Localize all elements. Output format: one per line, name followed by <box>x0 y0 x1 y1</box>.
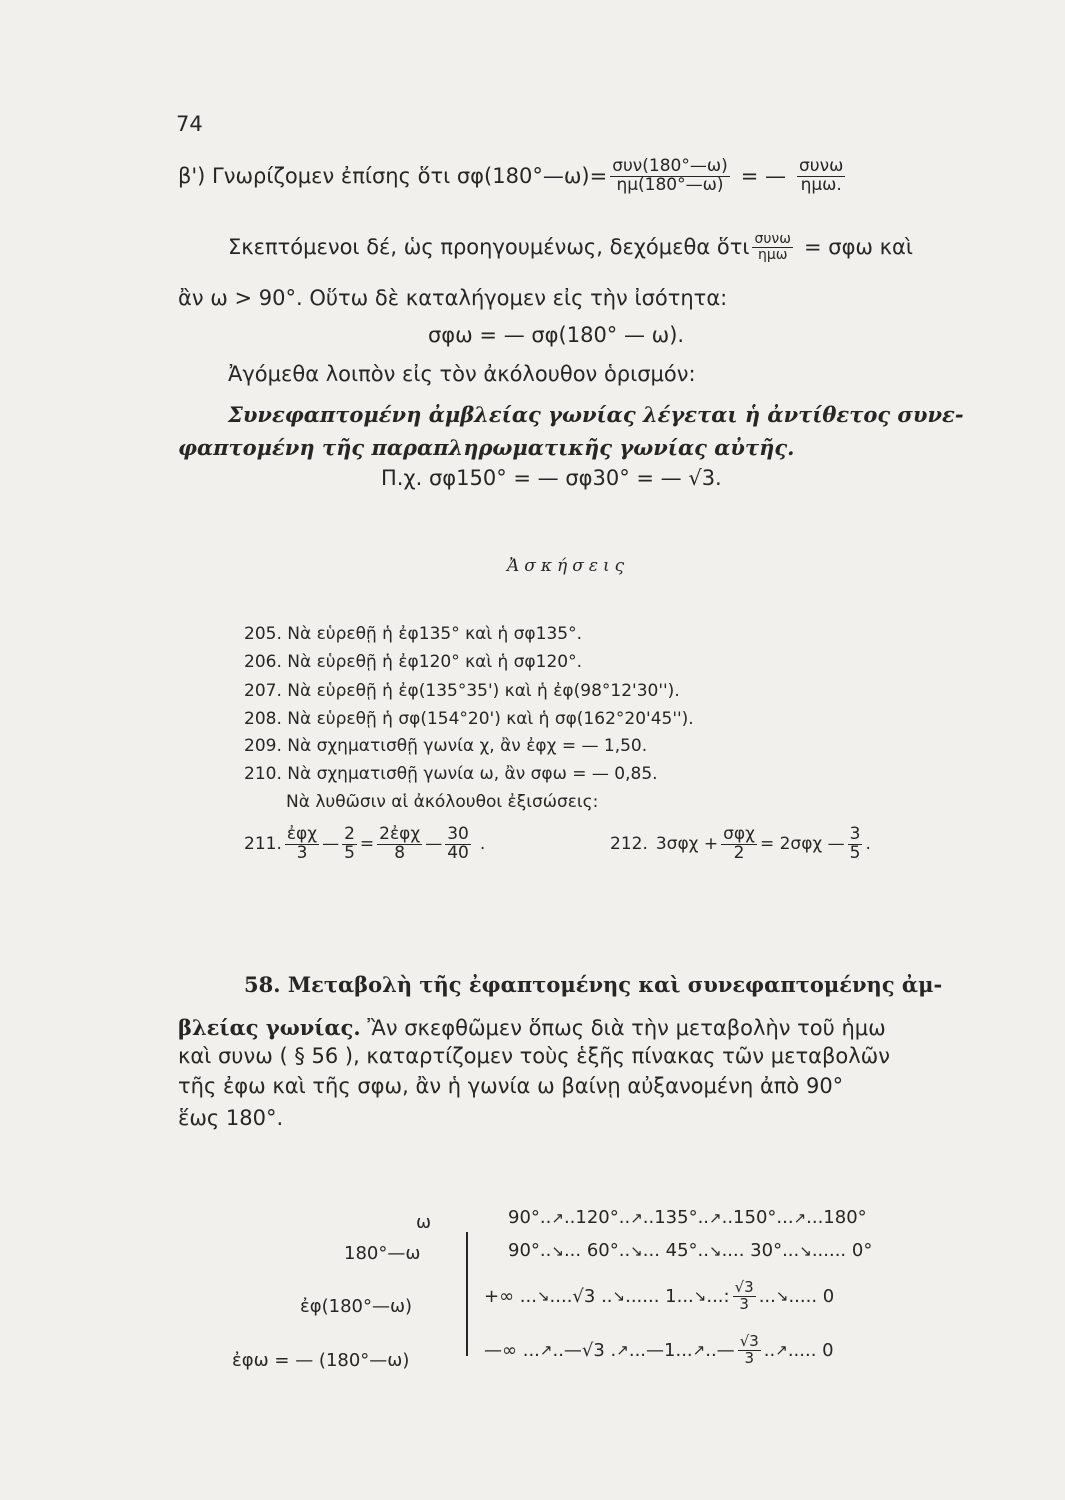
increase-arrow-icon: ↗ <box>692 1341 706 1360</box>
eq211-minus-2: — <box>425 834 443 855</box>
increase-arrow-icon: ↗ <box>551 1209 564 1227</box>
equations-intro: Νὰ λυθῶσιν αἱ ἀκόλουθοι ἐξισώσεις: <box>286 792 599 812</box>
row4-fraction-den: 3 <box>744 1348 755 1367</box>
exercise-207: 207. Νὰ εὑρεθῇ ἡ ἐφ(135°35') καὶ ἡ ἐφ(98°12'30''). <box>244 681 680 701</box>
row1-cell-0: 90°.. <box>508 1207 552 1228</box>
eq212-frac-1-num: σφχ <box>723 824 755 844</box>
row2-cell-0: 90°.. <box>508 1240 552 1261</box>
row4-cell-6: ..— <box>705 1339 735 1361</box>
page-number: 74 <box>176 112 203 136</box>
eq212-label: 212. <box>610 834 648 855</box>
decrease-arrow-icon: ↘ <box>693 1287 707 1306</box>
eq212-frac-1 <box>721 826 757 863</box>
row4-cell-4: ...—1... <box>628 1339 693 1361</box>
eq211-frac-3-num: 2ἐφχ <box>379 824 421 844</box>
line2-tail: = σφω καὶ <box>803 235 914 260</box>
exercise-210: 210. Νὰ σχηματισθῇ γωνία ω, ἂν σφω = — 0,85. <box>244 764 658 784</box>
eq211-frac-3-den: 8 <box>394 842 406 863</box>
row3-cell-2: ....√3 .. <box>549 1285 613 1307</box>
section-58-heading: 58. Μεταβολὴ τῆς ἐφαπτομένης καὶ συνεφαπτομένης ἀμ- <box>244 972 943 997</box>
section-58-heading-2: βλείας γωνίας. <box>178 1015 361 1040</box>
row2-cell-4: ... 45°.. <box>642 1240 709 1261</box>
row1-cell-2: ..120°.. <box>563 1207 631 1228</box>
beta-line <box>178 158 848 195</box>
definition-example: Π.χ. σφ150° = — σφ30° = — √3. <box>381 466 722 490</box>
decrease-arrow-icon: ↘ <box>708 1242 722 1260</box>
exercises-heading: Ἀσκήσεις <box>507 556 630 576</box>
line-5: Ἀγόμεθα λοιπὸν εἰς τὸν ἀκόλουθον ὁρισμόν: <box>228 362 696 386</box>
decrease-arrow-icon: ↘ <box>612 1287 626 1306</box>
exercise-209: 209. Νὰ σχηματισθῇ γωνία χ, ἂν ἐφχ = — 1,50. <box>244 736 648 756</box>
section-58-line-4: τῆς ἐφω καὶ τῆς σφω, ἂν ἡ γωνία ω βαίνῃ αὐξανομένη ἀπὸ 90° <box>178 1074 844 1098</box>
row3-fraction <box>733 1280 756 1313</box>
table-label-tan-supplement: ἐφ(180°—ω) <box>300 1296 413 1317</box>
eq211-equals: = <box>359 834 375 855</box>
beta-fraction-2 <box>797 158 845 195</box>
row3-cell-6: ...: <box>706 1285 730 1307</box>
row4-cell-11: ..... 0 <box>787 1339 834 1361</box>
beta-equals: = — <box>740 164 787 189</box>
row3-cell-9: ... <box>758 1285 776 1307</box>
row4-fraction <box>738 1334 761 1367</box>
eq211-frac-3 <box>377 826 422 863</box>
eq212-frac-2 <box>848 826 863 863</box>
beta-numerator-2: συνω <box>799 156 844 176</box>
decrease-arrow-icon: ↘ <box>799 1242 812 1260</box>
exercise-205: 205. Νὰ εὑρεθῇ ἡ ἐφ135° καὶ ἡ σφ135°. <box>244 624 582 644</box>
section-58-line-3: καὶ συνω ( § 56 ), καταρτίζομεν τοὺς ἑξῆς πίνακας τῶν μεταβολῶν <box>178 1044 890 1068</box>
exercise-206: 206. Νὰ εὑρεθῇ ἡ ἐφ120° καὶ ἡ σφ120°. <box>244 652 582 672</box>
row4-cell-0: —∞ ... <box>484 1339 540 1361</box>
eq211-end: . <box>479 834 486 855</box>
eq212-lead: 3σφχ + <box>655 834 719 855</box>
increase-arrow-icon: ↗ <box>616 1341 629 1360</box>
row1-cell-4: ..135°.. <box>642 1207 710 1228</box>
decrease-arrow-icon: ↘ <box>775 1287 789 1306</box>
table-divider <box>466 1232 468 1356</box>
increase-arrow-icon: ↗ <box>539 1341 553 1360</box>
decrease-arrow-icon: ↘ <box>536 1287 550 1306</box>
beta-denominator-2: ημω. <box>800 174 842 195</box>
table-row-supplement <box>508 1240 872 1261</box>
row4-fraction-num: √3 <box>739 1332 759 1350</box>
row1-cell-6: ..150°... <box>721 1207 794 1228</box>
table-row-tan-omega <box>484 1334 834 1367</box>
increase-arrow-icon: ↗ <box>630 1209 643 1227</box>
line-4: σφω = — σφ(180° — ω). <box>428 323 685 347</box>
section-58-title <box>244 972 942 997</box>
table-row-omega <box>508 1207 867 1228</box>
row3-cell-0: +∞ ... <box>484 1285 537 1307</box>
beta-fraction <box>610 158 730 195</box>
row3-fraction-den: 3 <box>739 1294 749 1313</box>
line2-numerator: συνω <box>754 231 791 247</box>
eq211-minus-1: — <box>322 834 340 855</box>
line2-denominator: ημω <box>757 246 788 263</box>
beta-denominator: ημ(180°—ω) <box>616 174 724 195</box>
line2-lead: Σκεπτόμενοι δέ, ὡς προηγουμένως, δεχόμεθα ὅτι <box>228 235 750 260</box>
eq211-frac-1 <box>285 826 319 863</box>
increase-arrow-icon: ↗ <box>775 1341 788 1360</box>
eq211-frac-2-den: 5 <box>344 842 355 863</box>
increase-arrow-icon: ↗ <box>709 1209 722 1227</box>
definition-line-2: φαπτομένη τῆς παραπληρωματικῆς γωνίας αὐτῆς. <box>178 435 795 460</box>
section-58-text-1: Ἂν σκεφθῶμεν ὅπως διὰ τὴν μεταβολὴν τοῦ ἡμω <box>360 1016 886 1040</box>
line-2 <box>228 232 913 262</box>
eq211-frac-2 <box>342 826 357 863</box>
decrease-arrow-icon: ↘ <box>630 1242 643 1260</box>
equation-212 <box>610 826 871 863</box>
definition-line-1: Συνεφαπτομένη ἀμβλείας γωνίας λέγεται ἡ ἀντίθετος συνε- <box>228 402 964 427</box>
eq211-frac-1-den: 3 <box>296 842 308 863</box>
beta-numerator: συν(180°—ω) <box>612 156 728 176</box>
exercise-208: 208. Νὰ εὑρεθῇ ἡ σφ(154°20') καὶ ἡ σφ(162°20'45''). <box>244 709 694 729</box>
row3-fraction-num: √3 <box>734 1278 754 1296</box>
row1-cell-8: ...180° <box>806 1207 867 1228</box>
eq212-frac-2-den: 5 <box>849 842 861 863</box>
eq211-label: 211. <box>244 834 282 855</box>
eq212-end: . <box>865 834 871 855</box>
row2-cell-2: ... 60°.. <box>563 1240 631 1261</box>
eq212-frac-1-den: 2 <box>733 842 745 863</box>
line2-fraction <box>752 232 793 262</box>
row2-cell-8: ...... 0° <box>811 1240 873 1261</box>
table-label-tan-omega: ἐφω = — (180°—ω) <box>232 1350 410 1371</box>
table-row-tan-supplement <box>484 1280 834 1313</box>
increase-arrow-icon: ↗ <box>793 1209 807 1227</box>
eq211-frac-1-num: ἐφχ <box>286 824 318 844</box>
row3-cell-11: ..... 0 <box>788 1285 835 1307</box>
section-58-line-2 <box>178 1015 886 1040</box>
row3-cell-4: ...... 1... <box>625 1285 694 1307</box>
eq211-frac-4 <box>445 826 471 863</box>
eq211-frac-2-num: 2 <box>344 824 355 844</box>
decrease-arrow-icon: ↘ <box>551 1242 564 1260</box>
eq211-frac-4-den: 40 <box>447 842 469 863</box>
section-58-line-5: ἕως 180°. <box>178 1106 284 1130</box>
equation-211 <box>244 826 485 863</box>
table-label-supplement: 180°—ω <box>344 1243 421 1264</box>
eq212-frac-2-num: 3 <box>849 824 861 844</box>
beta-lead: β') Γνωρίζομεν ἐπίσης ὅτι σφ(180°—ω)= <box>178 164 608 189</box>
table-label-omega: ω <box>416 1212 432 1233</box>
row4-cell-2: ..—√3 . <box>552 1339 617 1361</box>
row2-cell-6: .... 30°... <box>721 1240 800 1261</box>
eq211-frac-4-num: 30 <box>447 824 469 844</box>
row4-cell-9: .. <box>763 1339 776 1361</box>
eq212-mid: = 2σφχ — <box>759 834 845 855</box>
line-3: ἂν ω > 90°. Οὕτω δὲ καταλήγομεν εἰς τὴν ἰσότητα: <box>178 286 728 310</box>
